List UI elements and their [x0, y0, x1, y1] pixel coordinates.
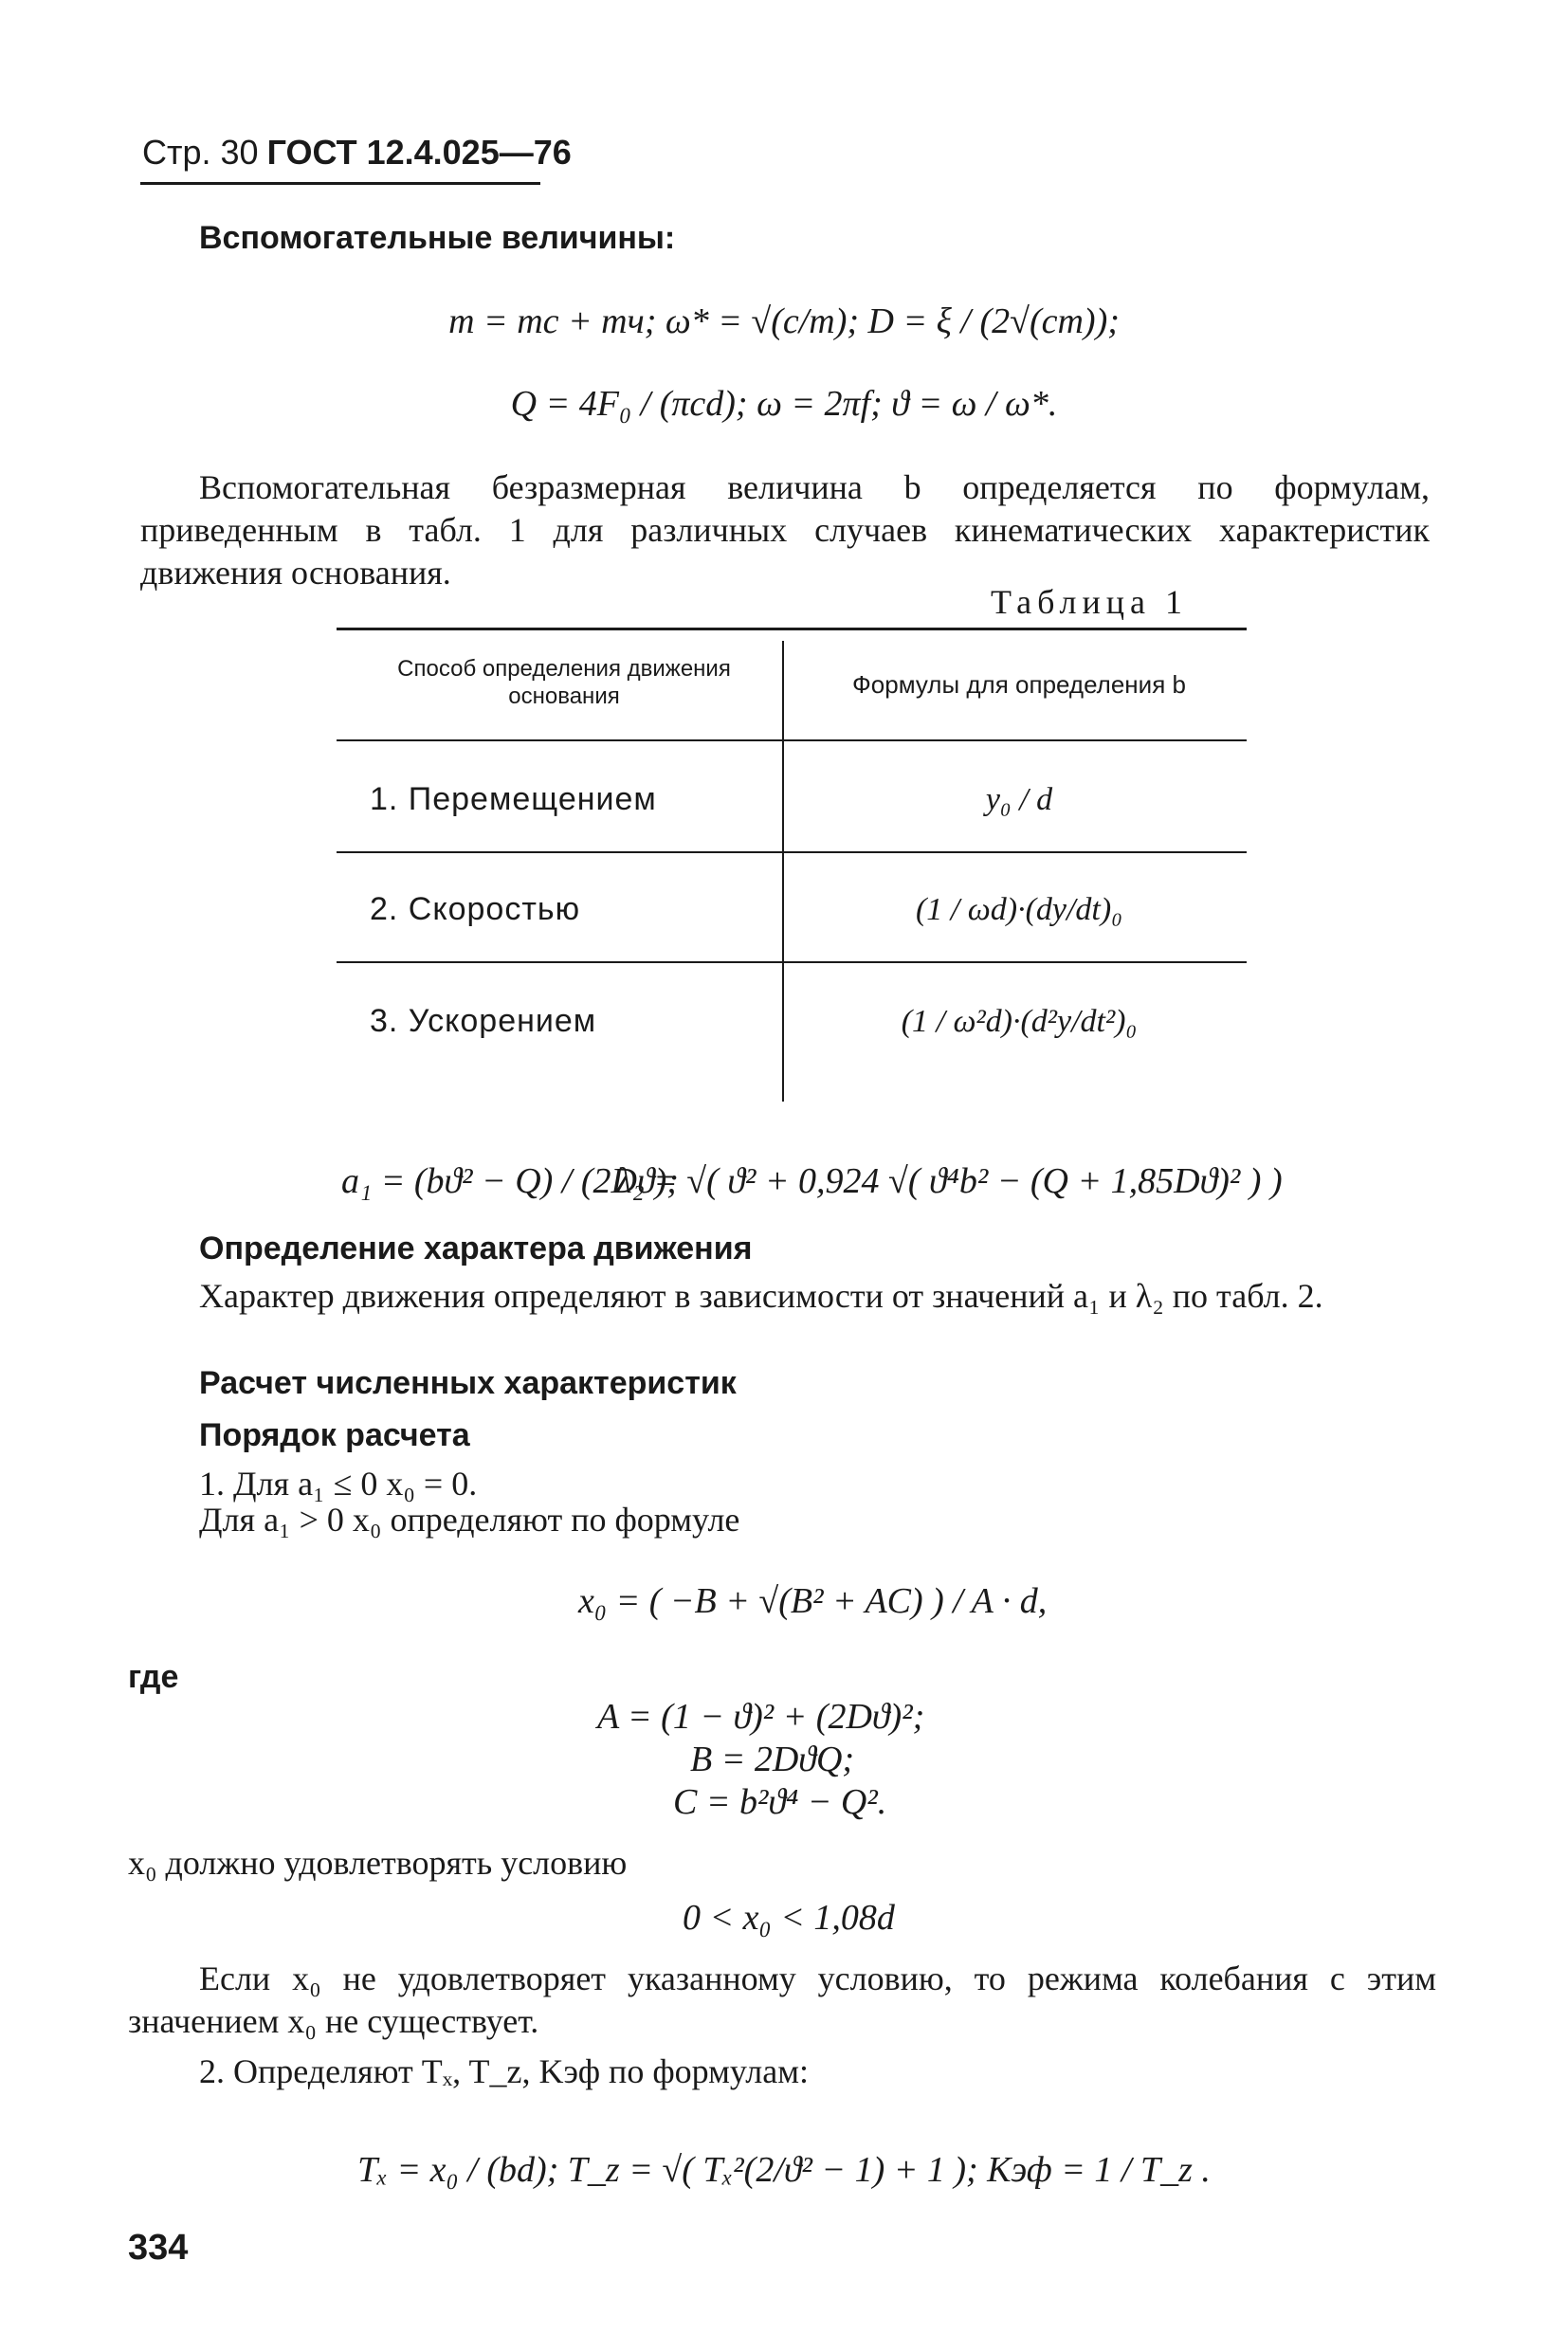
step-1a: 1. Для a₁ ≤ 0 x₀ = 0.: [199, 1465, 478, 1503]
table-row-2-formula: (1 / ωd)·(dy/dt)₀: [915, 892, 1123, 927]
formula-x0: x₀ = ( −B + √(B² + AC) ) / A · d,: [578, 1581, 1048, 1621]
formula-final: Tₓ = x₀ / (bd); T_z = √( Tₓ²(2/ϑ² − 1) + 1 ); Kэф = 1 / T_z .: [357, 2150, 1211, 2190]
definition-C: C = b²ϑ⁴ − Q².: [673, 1782, 887, 1822]
table-row-1-method: 1. Перемещением: [370, 781, 657, 817]
table-caption: Таблица 1: [991, 583, 1188, 621]
table-row-1-rule: [337, 851, 1247, 853]
page-number: 334: [128, 2228, 189, 2268]
section-motion-text: Характер движения определяют в зависимости от значений a₁ и λ₂ по табл. 2.: [199, 1277, 1323, 1315]
formula-aux-2: Q = 4F₀ / (πcd); ω = 2πf; ϑ = ω / ω*.: [510, 384, 1058, 424]
table-1: [337, 628, 1247, 1102]
page-header: [142, 133, 572, 173]
formula-aux-1: m = mс + mч; ω* = √(c/m); D = ξ / (2√(cm));: [448, 301, 1120, 341]
definition-B: B = 2DϑQ;: [690, 1740, 855, 1779]
section-calc-heading: Расчет численных характеристик: [199, 1365, 737, 1401]
table-row-1-formula: y₀ / d: [985, 782, 1053, 817]
table-row-3-formula: (1 / ω²d)·(d²y/dt²)₀: [901, 1004, 1138, 1039]
note-paragraph: Если x₀ не удовлетворяет указанному условию, то режима колебания с этим значением x₀ не существует.: [128, 1959, 1436, 2040]
table-row-2-rule: [337, 961, 1247, 963]
table-header-formula: Формулы для определения b: [852, 670, 1186, 699]
table-column-rule: [782, 641, 784, 1102]
definition-A: A = (1 − ϑ)² + (2Dϑ)²;: [597, 1697, 925, 1737]
step-1b: Для a₁ > 0 x₀ определяют по формуле: [199, 1501, 740, 1539]
page-prefix: Стр. 30: [142, 133, 259, 172]
table-row-3-method: 3. Ускорением: [370, 1003, 597, 1039]
section-order-heading: Порядок расчета: [199, 1417, 470, 1453]
standard-number: ГОСТ 12.4.025—76: [266, 133, 572, 172]
header-rule: [140, 182, 540, 185]
table-header-method: Способ определения движения основания: [397, 656, 731, 709]
aux-heading: Вспомогательные величины:: [199, 220, 676, 256]
where-label: где: [128, 1659, 179, 1695]
formula-lambda2: λ₂ = √( ϑ² + 0,924 √( ϑ⁴b² − (Q + 1,85Dϑ)² ) ): [616, 1161, 1283, 1201]
table-top-rule: [337, 628, 1247, 630]
table-row-2-method: 2. Скоростью: [370, 891, 581, 927]
step-2: 2. Определяют Tₓ, T_z, Kэф по формулам:: [199, 2052, 810, 2090]
aux-paragraph: Вспомогательная безразмерная величина b определяется по формулам, приведенным в табл. 1 для различных случаев кинематических характеристик движения основания.: [140, 468, 1430, 592]
formula-a1: a₁ = (bϑ² − Q) / (2Dϑ);: [341, 1161, 679, 1201]
table-header-rule: [337, 739, 1247, 741]
condition-text: x₀ должно удовлетворять условию: [128, 1844, 628, 1882]
section-motion-heading: Определение характера движения: [199, 1230, 753, 1267]
condition-formula: 0 < x₀ < 1,08d: [683, 1898, 895, 1938]
